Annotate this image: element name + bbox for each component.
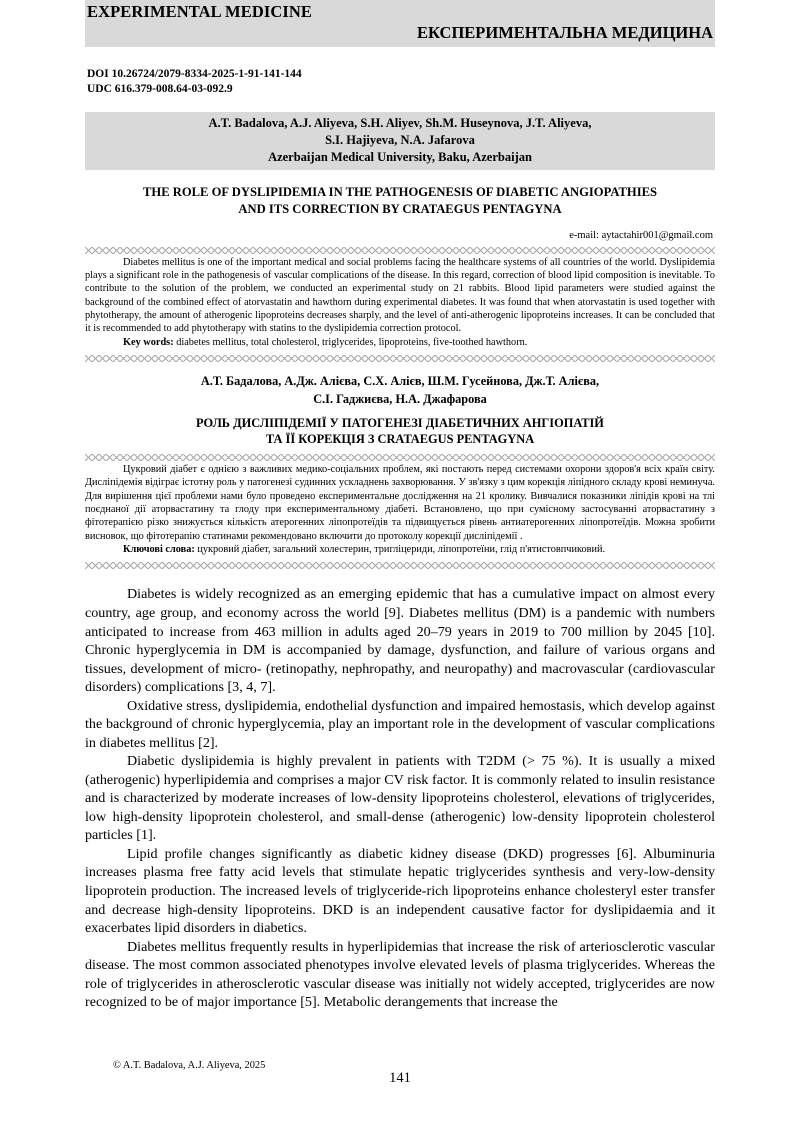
title-ua-line-1: РОЛЬ ДИСЛІПІДЕМІЇ У ПАТОГЕНЕЗІ ДІАБЕТИЧНИХ АНГІОПАТІЙ — [196, 416, 604, 431]
body-paragraph-5: Diabetes mellitus frequently results in hyperlipidemias that increase the risk of arteriosclerotic vascular disease. The most common associated phenotypes involve elevated levels of plasma triglycerides. Whereas the role of triglycerides in atherosclerotic vascular disease was initially not widely accepted, triglycerides are now recognized to be of major importance [5]. Metabolic derangements that increase the — [85, 938, 715, 1011]
identifiers-block — [85, 67, 715, 97]
abstract-ua-text: Цукровий діабет є однією з важливих медико-соціальних проблем, які постають перед системами охорони здоров'я всіх країн світу. Дисліпідемія відіграє істотну роль у патогенезі судинних ускладнень захворювання. У зв'язку з цим корекція ліпідного складу крові неминуча. Для вирішення цієї проблеми нами було проведено експериментальне дослідження на 21 кролику. Вивчалися показники ліпідів крові на тлі поєднаної дії аторвастатину та глоду при експериментальному діабеті. Встановлено, що при сумісному застосуванні аторвастатину з фітотерапією різко знижується кількість атерогенних ліпопротеїдів та підвищується рівень антиатерогенних ліпопротеїдів. Можна зробити висновок, що фітотерапію статинами рекомендовано включити до протоколу корекції дисліпідемії . — [85, 463, 715, 542]
authors-line-1: A.T. Badalova, A.J. Aliyeva, S.H. Aliyev, Sh.M. Huseynova, J.T. Aliyeva, — [208, 115, 592, 130]
keywords-ua-list: цукровий діабет, загальний холестерин, тригліцериди, ліпопротеїни, глід п'ятистовпчиковий. — [197, 544, 606, 556]
authors-block-ukrainian — [85, 373, 715, 408]
zigzag-divider-top — [85, 247, 715, 254]
body-paragraph-2: Oxidative stress, dyslipidemia, endothelial dysfunction and impaired hemostasis, which develop against the background of chronic hyperglycemia, play an important role in the development of vascular complications in diabetes mellitus [2]. — [85, 697, 715, 751]
keywords-ua-label: Ключові слова: — [123, 544, 195, 556]
title-en-line-1: THE ROLE OF DYSLIPIDEMIA IN THE PATHOGENESIS OF DIABETIC ANGIOPATHIES — [143, 185, 657, 200]
zigzag-divider-ua-top — [85, 454, 715, 461]
keywords-ukrainian — [85, 543, 715, 556]
doi-line: DOI 10.26724/2079-8334-2025-1-91-141-144 — [87, 68, 302, 81]
section-title-english: EXPERIMENTAL MEDICINE — [87, 2, 313, 21]
zigzag-divider-bottom — [85, 562, 715, 569]
page-number: 141 — [389, 1070, 411, 1086]
title-en-line-2: AND ITS CORRECTION BY CRATAEGUS PENTAGYNA — [238, 201, 562, 216]
authors-ua-line-2: С.І. Гаджиєва, Н.А. Джафарова — [313, 391, 487, 406]
article-title-ukrainian — [85, 415, 715, 448]
body-paragraph-1: Diabetes is widely recognized as an emerging epidemic that has a cumulative impact on almost every country, age group, and economy across the world [9]. Diabetes mellitus (DM) is a pandemic with numbers anticipated to increase from 463 million in adults aged 20–79 years in 2019 to 700 million by 2045 [10]. Chronic hyperglycemia in DM is accompanied by damage, dysfunction, and failure of various organs and tissues, development of micro- (retinopathy, nephropathy, and neuropathy) and macrovascular (cardiovascular disorders) complications [3, 4, 7]. — [85, 586, 715, 696]
section-title-ukrainian: ЕКСПЕРИМЕНТАЛЬНА МЕДИЦИНА — [416, 22, 713, 42]
body-paragraph-4: Lipid profile changes significantly as diabetic kidney disease (DKD) progresses [6]. Albuminuria increases plasma free fatty acid levels that stimulate hepatic triglycerides synthesis and very-low-density lipoprotein production. The increased levels of triglyceride-rich lipoproteins enhance cholesteryl ester transfer and decrease high-density lipoproteins. DKD is an independent causative factor for dyslipidaemia and it exacerbates lipid disorders in diabetics. — [85, 845, 715, 937]
article-body — [85, 585, 715, 1011]
body-paragraph-3: Diabetic dyslipidemia is highly prevalent in patients with T2DM (> 75 %). It is usually a mixed (atherogenic) hyperlipidemia and comprises a major CV risk factor. It is commonly related to insulin resistance and is characterized by moderate increases of low-density lipoproteins cholesterol, elevations of triglycerides, low high-density lipoprotein cholesterol, and small-dense (atherogenic) low-density lipoprotein cholesterol particles [1]. — [85, 753, 715, 844]
title-ua-line-2: ТА ЇЇ КОРЕКЦІЯ З CRATAEGUS PENTAGYNA — [265, 432, 535, 447]
authors-line-2: S.I. Hajiyeva, N.A. Jafarova — [325, 132, 475, 147]
corresponding-email[interactable]: e-mail: aytactahir001@gmail.com — [569, 229, 713, 241]
abstract-en-text: Diabetes mellitus is one of the important medical and social problems facing the healthcare systems of all countries of the world. Dyslipidemia plays a significant role in the pathogenesis of vascular complications of the disease. In this regard, correction of blood lipid composition is inevitable. To contribute to the solution of the problem, we conducted an experimental study on 21 rabbits. Blood lipid parameters were studied against the background of the combined effect of atorvastatin and hawthorn during experimental diabetes. It was found that when atorvastatin is used together with phytotherapy, the amount of atherogenic lipoproteins decreases sharply, and the level of anti-atherogenic lipoproteins increases. It can be concluded that it is recommended to add phytotherapy with statins to the dyslipidemia correction protocol. — [85, 256, 715, 335]
keywords-en-list: diabetes mellitus, total cholesterol, triglycerides, lipoproteins, five-toothed hawthorn. — [176, 336, 528, 348]
copyright-notice: © A.T. Badalova, A.J. Aliyeva, 2025 — [113, 1060, 266, 1071]
authors-ua-line-1: А.Т. Бадалова, А.Дж. Алієва, С.Х. Алієв, Ш.М. Гусейнова, Дж.Т. Алієва, — [200, 374, 600, 389]
abstract-english — [85, 256, 715, 350]
affiliation-line: Azerbaijan Medical University, Baku, Azerbaijan — [268, 150, 532, 165]
keywords-english — [85, 336, 715, 349]
journal-header-band — [85, 0, 715, 47]
article-title-english — [85, 184, 715, 217]
keywords-en-label: Key words: — [123, 336, 174, 348]
zigzag-divider-middle — [85, 355, 715, 362]
authors-block-english — [85, 112, 715, 171]
page-content-column — [85, 0, 715, 1012]
udc-line: UDC 616.379-008.64-03-092.9 — [87, 83, 233, 96]
abstract-ukrainian — [85, 463, 715, 557]
